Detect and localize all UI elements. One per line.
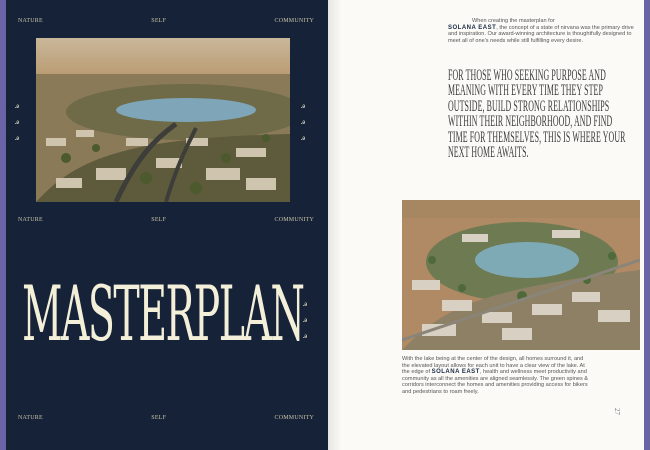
headline-quote: FOR THOSE WHO SEEKING PURPOSE AND MEANING WITH EVERY TIME THEY STEP OUTSIDE, BUILD STRONG RELATIONSHIPS WITHIN THEIR NEIGHBORHOOD, AND FIND TIME FOR THEMSELVES, THIS IS WHERE YOUR NEXT HOME AWAITS.: [448, 67, 626, 162]
nav-row-top: [18, 18, 314, 24]
left-page: [6, 0, 328, 450]
aerial-photo-bottom-image: [402, 200, 640, 350]
aerial-photo-top-image: [36, 38, 290, 202]
page-number: 27: [613, 408, 621, 415]
nav-nature: NATURE: [18, 217, 43, 223]
logo-mark-icon: ꭿ: [300, 102, 306, 110]
nav-community: COMMUNITY: [274, 217, 314, 223]
glyph-column-left: [14, 103, 20, 142]
intro-lead: When creating the masterplan for: [472, 18, 555, 24]
logo-mark-icon: ꭿ: [14, 118, 20, 126]
logo-mark-icon: ꭿ: [14, 134, 20, 142]
nav-community: COMMUNITY: [274, 18, 314, 24]
logo-mark-icon: ꭿ: [302, 316, 308, 324]
logo-mark-icon: ꭿ: [14, 102, 20, 110]
brand-name: SOLANA EAST: [431, 369, 480, 376]
page-title: MASTERPLAN: [22, 269, 304, 358]
nav-self: SELF: [151, 18, 167, 24]
nav-community: COMMUNITY: [274, 415, 314, 421]
logo-mark-icon: ꭿ: [302, 332, 308, 340]
body-rest: , health and wellness meet productivity and community as all the amenities are aligned seamlessly. The green spines & corridors interconnect the homes and amenities providing access for bikers and pedestrians to roam freely.: [402, 369, 589, 395]
intro-paragraph: [448, 18, 638, 44]
body-lead: With the lake being at the center of the design, all homes surround it, and the elevated layout allows for each unit to have a clear view of the lake. At the edge of: [402, 356, 585, 376]
aerial-photo-bottom: [402, 200, 640, 350]
logo-mark-icon: ꭿ: [300, 134, 306, 142]
nav-row-middle: [18, 217, 314, 223]
brand-name: SOLANA EAST: [448, 24, 497, 31]
nav-self: SELF: [151, 415, 167, 421]
intro-rest: , the concept of a state of nirvana was the primary drive and inspiration. Our award-winning architecture is thoughtfully designed to meet all of one's needs while still fulfilling every desire.: [448, 24, 634, 44]
glyph-column-right: [300, 103, 306, 142]
body-paragraph: [402, 356, 592, 396]
aerial-photo-top: [36, 38, 290, 202]
logo-mark-icon: ꭿ: [302, 300, 308, 308]
nav-self: SELF: [151, 217, 167, 223]
nav-nature: NATURE: [18, 18, 43, 24]
nav-nature: NATURE: [18, 415, 43, 421]
nav-row-bottom: [18, 415, 314, 421]
magazine-spread: [6, 0, 644, 450]
glyph-column-title: [302, 301, 308, 340]
logo-mark-icon: ꭿ: [300, 118, 306, 126]
